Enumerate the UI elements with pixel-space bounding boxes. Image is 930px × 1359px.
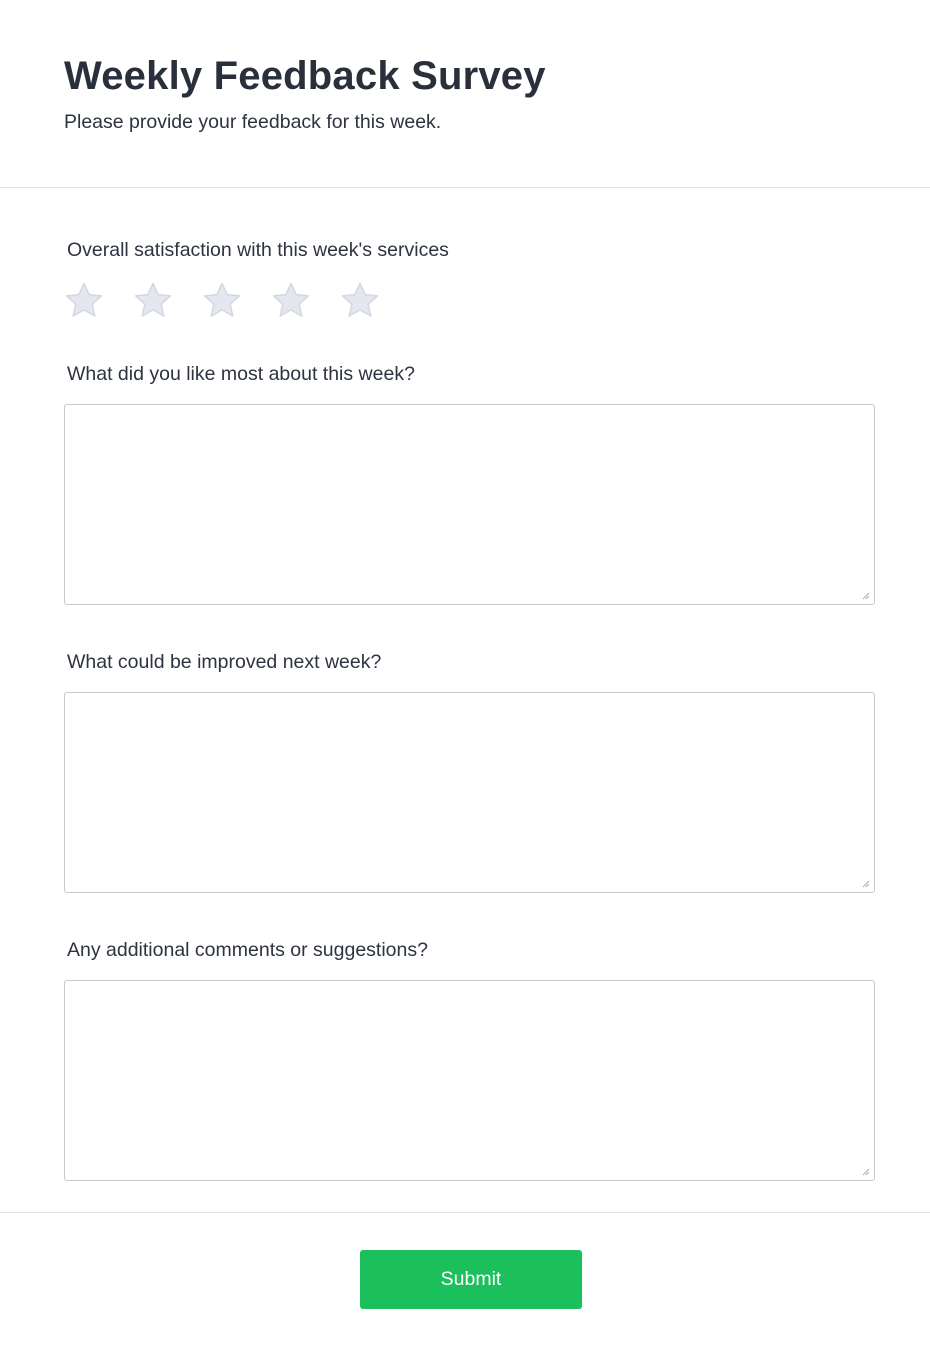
rating-label: Overall satisfaction with this week's services [67,239,449,261]
page-subtitle: Please provide your feedback for this week. [64,111,442,133]
improve-textarea-box [64,692,875,893]
star-rating [64,281,394,321]
star-icon-2[interactable] [133,281,173,321]
resize-grip-icon[interactable] [860,878,870,888]
question-label-comments: Any additional comments or suggestions? [67,939,428,961]
improve-textarea[interactable] [65,693,874,892]
liked-textarea-box [64,404,875,605]
star-icon-1[interactable] [64,281,104,321]
star-icon-5[interactable] [340,281,380,321]
question-label-improve: What could be improved next week? [67,651,382,673]
survey-header [0,0,930,188]
resize-grip-icon[interactable] [860,590,870,600]
comments-textarea[interactable] [65,981,874,1180]
footer-divider [0,1212,930,1213]
page-title: Weekly Feedback Survey [64,54,546,98]
liked-textarea[interactable] [65,405,874,604]
star-icon-4[interactable] [271,281,311,321]
comments-textarea-box [64,980,875,1181]
question-label-liked: What did you like most about this week? [67,363,415,385]
resize-grip-icon[interactable] [860,1166,870,1176]
submit-button[interactable]: Submit [360,1250,582,1309]
star-icon-3[interactable] [202,281,242,321]
